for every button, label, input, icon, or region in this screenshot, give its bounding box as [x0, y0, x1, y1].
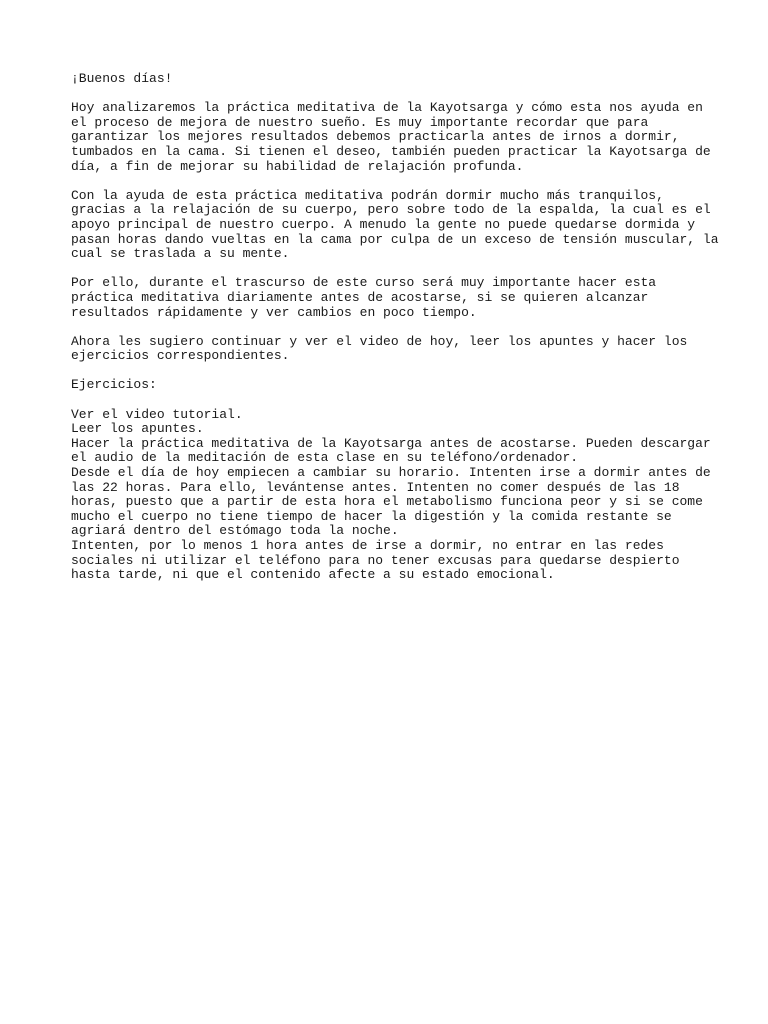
paragraph-line: día, a fin de mejorar su habilidad de relajación profunda.	[71, 158, 524, 174]
paragraph-line: tumbados en la cama. Si tienen el deseo, también pueden practicar la Kayotsarga de	[71, 143, 711, 159]
exercise-line: agriará dentro del estómago toda la noche.	[71, 523, 399, 539]
exercise-line: horas, puesto que a partir de esta hora el metabolismo funciona peor y si se come	[71, 494, 703, 510]
document-page	[71, 71, 719, 583]
paragraph-line: Por ello, durante el trascurso de este curso será muy importante hacer esta	[71, 275, 657, 291]
exercise-line: Hacer la práctica meditativa de la Kayotsarga antes de acostarse. Pueden descargar	[71, 435, 711, 451]
paragraph-line: Con la ayuda de esta práctica meditativa podrán dormir mucho más tranquilos,	[71, 187, 664, 203]
spacer	[71, 87, 711, 102]
paragraph-line: Hoy analizaremos la práctica meditativa de la Kayotsarga y cómo esta nos ayuda en	[71, 100, 703, 116]
exercise-line: hasta tarde, ni que el contenido afecte a su estado emocional.	[71, 567, 555, 583]
exercise-line: Ver el video tutorial.	[71, 406, 243, 422]
paragraph-line: apoyo principal de nuestro cuerpo. A menudo la gente no puede quedarse dormida y	[71, 216, 696, 232]
exercises-heading-block	[71, 378, 711, 393]
paragraph-line: cual se traslada a su mente.	[71, 246, 290, 262]
paragraph-line: Ahora les sugiero continuar y ver el video de hoy, leer los apuntes y hacer los	[71, 333, 688, 349]
paragraph-line: gracias a la relajación de su cuerpo, pero sobre todo de la espalda, la cual es el	[71, 202, 711, 218]
greeting: ¡Buenos días!	[71, 71, 173, 86]
paragraph-line: ejercicios correspondientes.	[71, 348, 290, 364]
paragraph-line: pasan horas dando vueltas en la cama por culpa de un exceso de tensión muscular, la	[71, 231, 719, 247]
exercise-line: el audio de la meditación de esta clase en su teléfono/ordenador.	[71, 450, 579, 466]
paragraph-next-steps	[71, 335, 711, 364]
paragraph-line: garantizar los mejores resultados debemos practicarla antes de irnos a dormir,	[71, 129, 680, 145]
exercise-line: las 22 horas. Para ello, levántense antes. Intenten no comer después de las 18	[71, 479, 680, 495]
paragraph-intro	[71, 101, 711, 174]
spacer	[71, 364, 711, 379]
paragraph-course	[71, 276, 711, 320]
paragraph-benefits	[71, 187, 719, 262]
exercise-line: Intenten, por lo menos 1 hora antes de irse a dormir, no entrar en las redes	[71, 538, 664, 553]
exercise-line: sociales ni utilizar el teléfono para no tener excusas para quedarse despierto	[71, 552, 680, 568]
exercise-line: Leer los apuntes.	[71, 421, 204, 437]
paragraph-line: resultados rápidamente y ver cambios en poco tiempo.	[71, 304, 477, 320]
spacer	[71, 320, 711, 335]
spacer	[71, 262, 711, 277]
exercises-list	[71, 408, 711, 583]
paragraph-line: práctica meditativa diariamente antes de acostarse, si se quieren alcanzar	[71, 289, 649, 305]
exercise-line: mucho el cuerpo no tiene tiempo de hacer la digestión y la comida restante se	[71, 508, 672, 524]
exercise-line: Desde el día de hoy empiecen a cambiar su horario. Intenten irse a dormir antes de	[71, 465, 711, 481]
paragraph-line: el proceso de mejora de nuestro sueño. Es muy importante recordar que para	[71, 114, 649, 130]
greeting-block	[71, 72, 711, 87]
exercises-heading: Ejercicios:	[71, 377, 157, 393]
spacer	[71, 393, 711, 408]
spacer	[71, 174, 711, 189]
